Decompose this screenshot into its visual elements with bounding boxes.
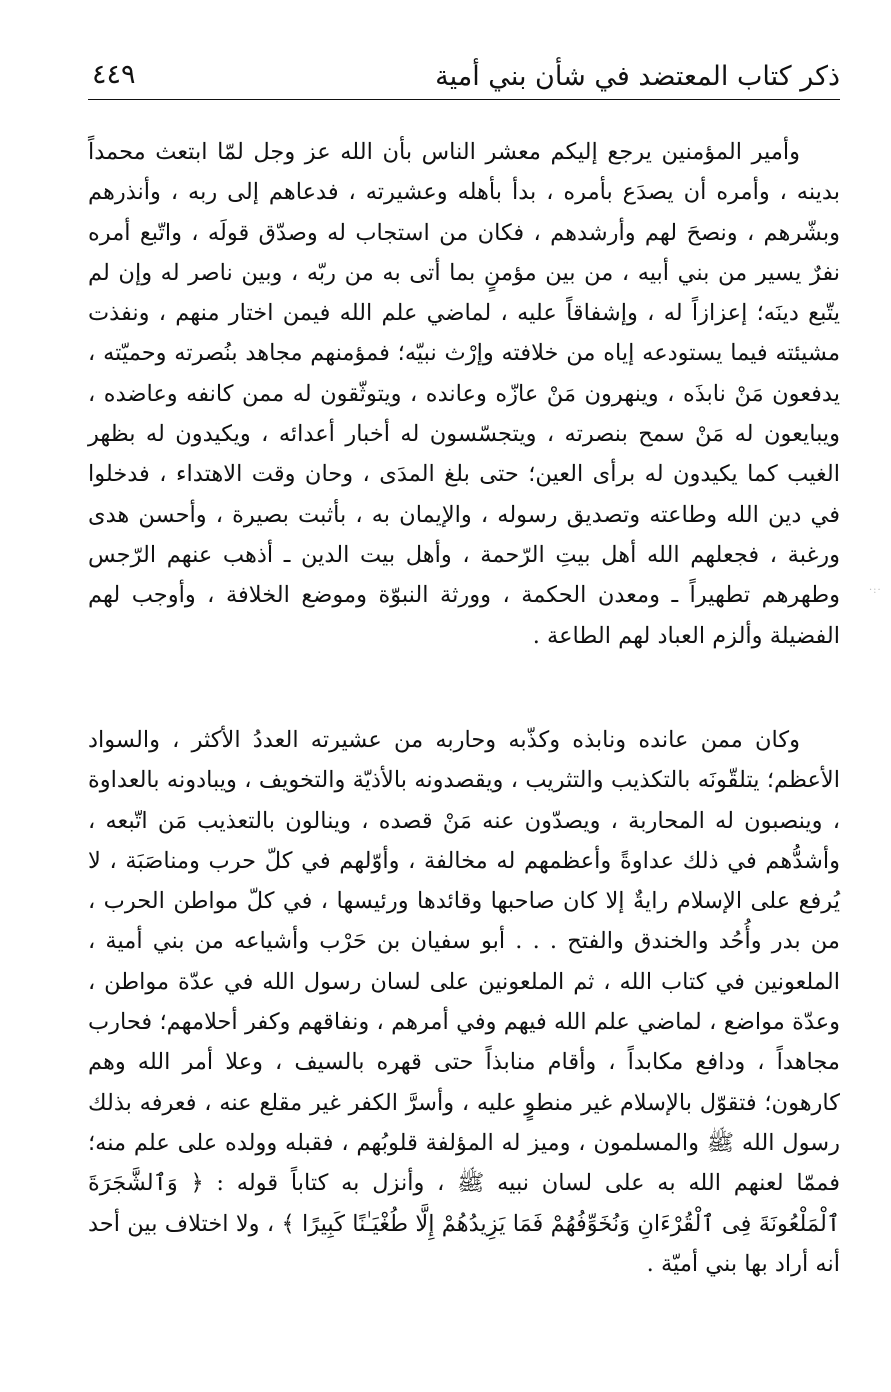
paragraph-text: وأمير المؤمنين يرجع إليكم معشر الناس بأن الله عز وجل لمّا ابتعث محمداً بدينه ، وأمره أن يصدَع بأمره ، بدأ بأهله وعشيرته ، فدعاهم إلى ربه ، وأنذرهم وبشّرهم ، ونصحَ لهم وأرشدهم ، فكان من استجاب له وصدّق قولَه ، واتّبع أمره نفرٌ يسير من بني أبيه ، من بين مؤمنٍ بما أتى به من ربّه ، وبين ناصر له وإن لم يتّبع دينَه؛ إعزازاً له ، وإشفاقاً عليه ، لماضي علم الله فيمن اختار منهم ، ونفذت مشيئته فيما يستودعه إياه من خلافته وإرْث نبيّه؛ فمؤمنهم مجاهد بنُصرته وحميّته ، يدفعون مَنْ نابذَه ، وينهرون مَنْ عازّه وعانده ، ويتوثّقون له ممن كانفه وعاضده ، ويبايعون له مَنْ سمح بنصرته ، ويتجسّسون له أخبار أعدائه ، ويكيدون له بظهر الغيب كما يكيدون له برأى العين؛ حتى بلغ المدَى ، وحان وقت الاهتداء ، فدخلوا في دين الله وطاعته وتصديق رسوله ، والإيمان به ، بأثبت بصيرة ، وأحسن هدى ورغبة ، فجعلهم الله أهل بيتِ الرّحمة ، وأهل بيت الدين ـ أذهب عنهم الرّجس وطهرهم تطهيراً ـ ومعدن الحكمة ، وورثة النبوّة وموضع الخلافة ، وأوجب لهم الفضيلة وألزم العباد لهم الطاعة . bbox=[88, 139, 840, 649]
paragraph-text: وكان ممن عانده ونابذه وكذّبه وحاربه من عشيرته العددُ الأكثر ، والسواد الأعظم؛ يتلقّونَه بالتكذيب والتثريب ، ويقصدونه بالأذيّة والتخويف ، ويبادونه بالعداوة ، وينصبون له المحاربة ، ويصدّون عنه مَنْ قصده ، وينالون بالتعذيب مَن اتّبعه ، وأشدُّهم في ذلك عداوةً وأعظمهم له مخالفة ، وأوّلهم في كلّ حرب ومناصَبَة ، لا يُرفع على الإسلام رايةٌ إلا كان صاحبها وقائدها ورئيسها ، في كلّ مواطن الحرب ، من بدر وأُحُد والخندق والفتح . . . أبو سفيان بن حَرْب وأشياعه من بني أمية ، الملعونين في كتاب الله ، ثم الملعونين على لسان رسول الله في عدّة مواطن ، وعدّة مواضع ، لماضي علم الله فيهم وفي أمرهم ، ونفاقهم وكفر أحلامهم؛ فحارب مجاهداً ، ودافع مكابداً ، وأقام منابذاً حتى قهره بالسيف ، وعلا أمر الله وهم كارهون؛ فتقوّل بالإسلام غير منطوٍ عليه ، وأسرَّ الكفر غير مقلع عنه ، فعرفه بذلك رسول الله ﷺ والمسلمون ، وميز له المؤلفة قلوبُهم ، فقبله وولده على علم منه؛ فممّا لعنهم الله به على لسان نبيه ﷺ ، وأنزل به كتاباً قوله : ﴿ وَٱلشَّجَرَةَ ٱلْمَلْعُونَةَ فِى ٱلْقُرْءَانِ وَنُخَوِّفُهُمْ فَمَا يَزِيدُهُمْ إِلَّا طُغْيَـٰنًا كَبِيرًا ﴾ ، ولا اختلاف بين أحد أنه أراد بها بني أميّة . bbox=[88, 727, 840, 1277]
running-header bbox=[88, 52, 840, 100]
header-divider bbox=[88, 99, 840, 100]
page-number: ٤٤٩ bbox=[92, 59, 136, 90]
margin-mark: ·:· bbox=[869, 585, 882, 596]
body-paragraph-1 bbox=[88, 132, 840, 656]
chapter-title: ذكر كتاب المعتضد في شأن بني أمية bbox=[435, 61, 840, 92]
body-paragraph-2 bbox=[88, 720, 840, 1284]
